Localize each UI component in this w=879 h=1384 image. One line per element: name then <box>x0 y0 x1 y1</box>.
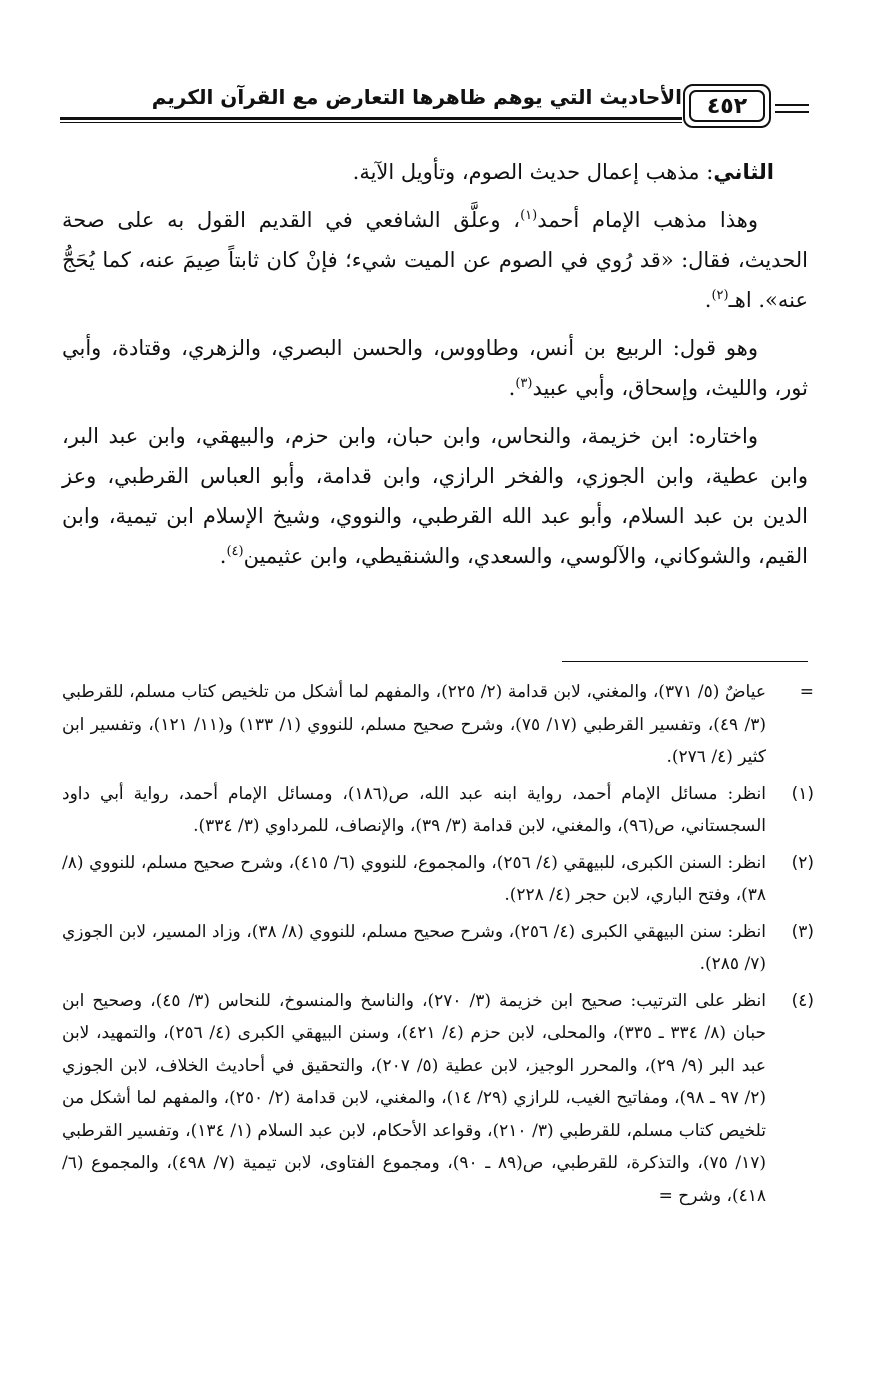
footnote-marker: (١) <box>791 783 814 804</box>
footnote-4 <box>62 985 814 1213</box>
footnote-ref-1[interactable]: (١) <box>520 208 538 223</box>
footnotes <box>62 676 814 1216</box>
footnote-ref-3[interactable]: (٣) <box>515 376 533 391</box>
main-text <box>62 152 808 584</box>
footnote-2 <box>62 847 814 912</box>
header-ornament-line <box>775 111 809 113</box>
page-number-frame <box>683 84 771 128</box>
footnote-marker: (٣) <box>791 921 814 942</box>
footnote-ref-2[interactable]: (٢) <box>711 288 729 303</box>
footnote-3 <box>62 916 814 981</box>
footnote-text: انظر: مسائل الإمام أحمد، رواية ابنه عبد الله، ص(١٨٦)، ومسائل الإمام أحمد، رواية أبي داود السجستاني، ص(٩٦)، والمغني، لابن قدامة (٣/ ٣٩)، والإنصاف، للمرداوي (٣/ ٣٣٤). <box>62 783 766 836</box>
footnote-marker: (٢) <box>791 852 814 873</box>
footnote-separator <box>562 661 808 662</box>
paragraph-second-view: الثاني: مذهب إعمال حديث الصوم، وتأويل الآية. <box>352 160 774 184</box>
paragraph-lead-bold: الثاني <box>713 160 774 184</box>
footnote-text: انظر: سنن البيهقي الكبرى (٤/ ٢٥٦)، وشرح صحيح مسلم، للنووي (٨/ ٣٨)، وزاد المسير، لابن الجوزي (٧/ ٢٨٥). <box>62 921 766 974</box>
paragraph-ahmad-shafii: وهذا مذهب الإمام أحمد$^{(١)}$، وعلَّق الشافعي في القديم القول به على صحة الحديث، فقال: «قد رُوي في الصوم عن الميت شيء؛ فإنْ كان ثابتاً صِيمَ عنه، كما يُحَجُّ عنه». اهـ$^{(٢)}$. <box>62 208 808 312</box>
paragraph-chosen-by: واختاره: ابن خزيمة، والنحاس، وابن حبان، وابن حزم، والبيهقي، وابن عبد البر، وابن عطية، وابن الجوزي، والفخر الرازي، وابن قدامة، وأبو العباس القرطبي، وعز الدين بن عبد السلام، وأبو عبد الله القرطبي، والنووي، وشيخ الإسلام ابن تيمية، وابن القيم، والشوكاني، والآلوسي، والسعدي، والشنقيطي، وابن عثيمين$^{(٤)}$. <box>62 424 808 568</box>
footnote-ref-4[interactable]: (٤) <box>226 544 244 559</box>
footnote-marker: (٤) <box>791 990 814 1011</box>
header-rule <box>60 117 682 123</box>
footnote-text: انظر على الترتيب: صحيح ابن خزيمة (٣/ ٢٧٠)، والناسخ والمنسوخ، للنحاس (٣/ ٤٥)، وصحيح ابن حبان (٨/ ٣٣٤ ـ ٣٣٥)، والمحلى، لابن حزم (٤/ ٤٢١)، وسنن البيهقي الكبرى (٤/ ٢٥٦)، والتمهيد، لابن عبد البر (٩/ ٢٩)، والمحرر الوجيز، لابن عطية (٥/ ٢٠٧)، والتحقيق في أحاديث الخلاف، لابن الجوزي (٢/ ٩٧ ـ ٩٨)، ومفاتيح الغيب، للرازي (٢٩/ ١٤)، والمغني، لابن قدامة (٢/ ٢٥٠)، والمفهم لما أشكل من تلخيص كتاب مسلم، للقرطبي (٣/ ٢١٠)، وقواعد الأحكام، لابن عبد السلام (١/ ١٣٤)، وتفسير القرطبي (١٧/ ٧٥)، والتذكرة، للقرطبي، ص(٨٩ ـ ٩٠)، ومجموع الفتاوى، لابن تيمية (٧/ ٤٩٨)، والمجموع (٦/ ٤١٨)، وشرح = <box>62 990 767 1206</box>
running-title: الأحاديث التي يوهم ظاهرها التعارض مع القرآن الكريم <box>151 85 682 109</box>
paragraph-proponents: وهو قول: الربيع بن أنس، وطاووس، والحسن البصري، والزهري، وقتادة، وأبي ثور، والليث، وإسحاق، وأبي عبيد$^{(٣)}$. <box>62 336 808 400</box>
page-number: ٤٥٢ <box>689 90 765 122</box>
footnote-1 <box>62 778 814 843</box>
footnote-text: عياضٌ (٥/ ٣٧١)، والمغني، لابن قدامة (٢/ ٢٢٥)، والمفهم لما أشكل من تلخيص كتاب مسلم، للقرطبي (٣/ ٤٩)، وتفسير القرطبي (١٧/ ٧٥)، وشرح صحيح مسلم، للنووي (١/ ١٣٣) و(١١/ ١٢١)، وتفسير ابن كثير (٤/ ٢٧٦). <box>62 682 766 767</box>
header-ornament-line <box>775 104 809 106</box>
footnote-continued <box>62 676 814 774</box>
footnote-text: انظر: السنن الكبرى، للبيهقي (٤/ ٢٥٦)، والمجموع، للنووي (٦/ ٤١٥)، وشرح صحيح مسلم، للنووي (٨/ ٣٨)، وفتح الباري، لابن حجر (٤/ ٢٢٨). <box>62 852 766 905</box>
footnote-marker: = <box>799 682 814 702</box>
